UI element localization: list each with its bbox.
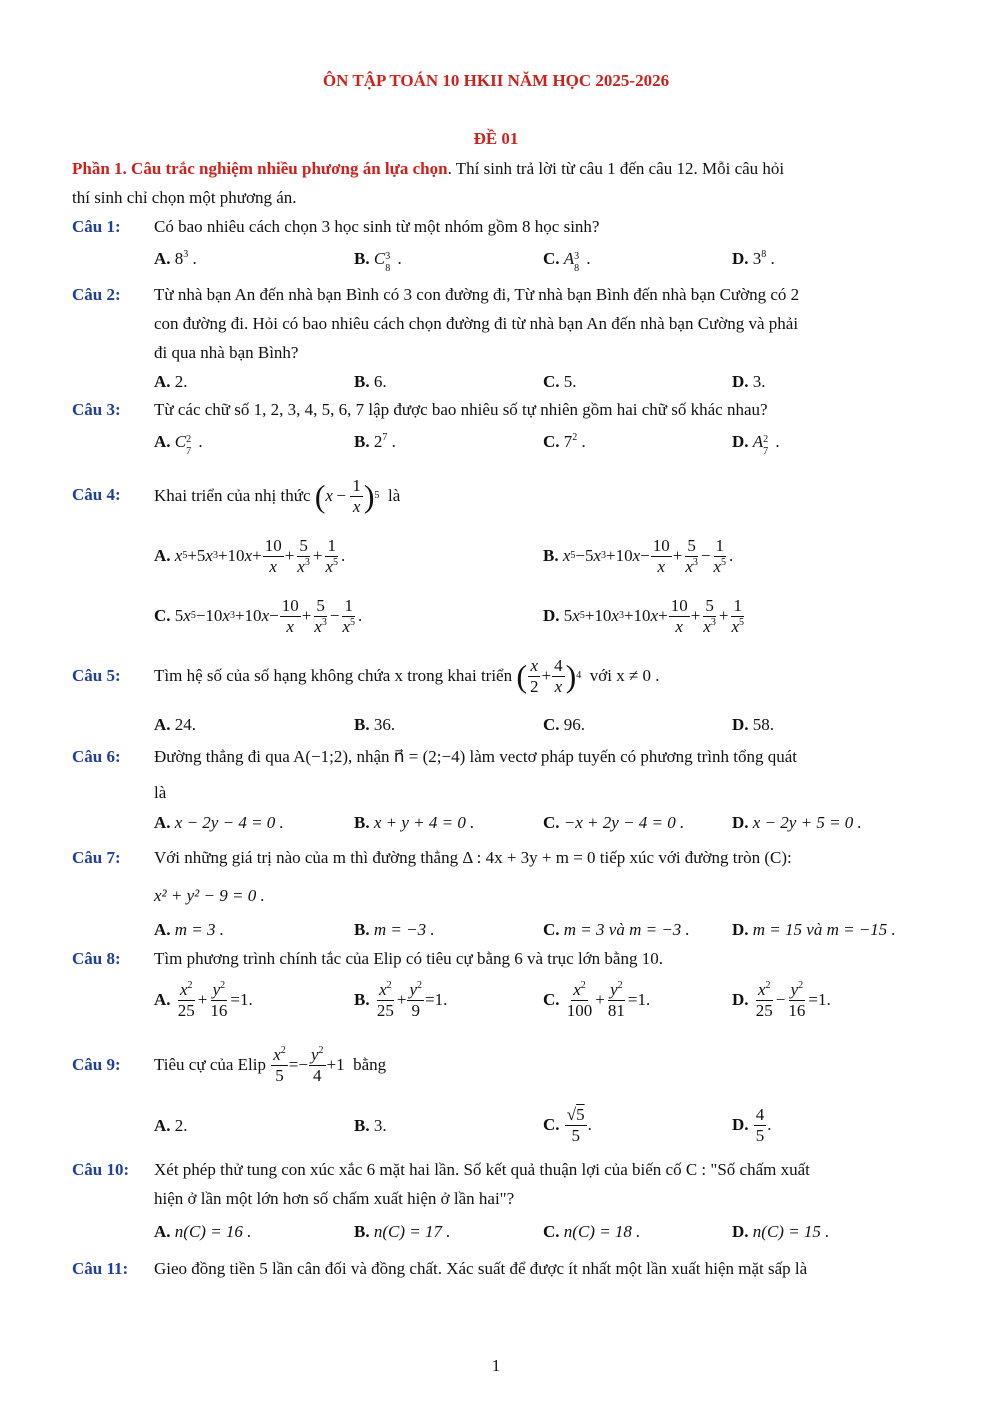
- q2-line1: Từ nhà bạn An đến nhà bạn Bình có 3 con đường đi, Từ nhà bạn Bình đến nhà bạn Cường có 2: [154, 285, 800, 304]
- q10-option-c: C. n(C) = 18 .: [543, 1222, 641, 1241]
- q7-text: Với những giá trị nào của m thì đường thẳng Δ : 4x + 3y + m = 0 tiếp xúc với đường tròn (C):: [154, 848, 792, 867]
- q6-line2: là: [154, 783, 167, 802]
- q1-option-d: D. $3^8$ .: [732, 249, 775, 268]
- q10-line1: Xét phép thử tung con xúc xắc 6 mặt hai lần. Số kết quả thuận lợi của biến cố C : "Số chấm xuất: [154, 1160, 810, 1179]
- q5-option-b: B. 36.: [354, 715, 396, 734]
- q7-option-d: D. m = 15 và m = −15 .: [732, 920, 896, 939]
- exam-code: ĐỀ 01: [473, 129, 519, 148]
- q3-text: Từ các chữ số 1, 2, 3, 4, 5, 6, 7 lập được bao nhiêu số tự nhiên gồm hai chữ số khác nhau?: [154, 400, 768, 419]
- q2-option-d: D. 3.: [732, 372, 766, 391]
- q3-label: Câu 3:: [72, 400, 121, 419]
- part1-label: Phần 1. Câu trắc nghiệm nhiều phương án lựa chọn: [72, 159, 448, 178]
- q9-option-a: A. 2.: [154, 1116, 188, 1135]
- q7-line2: x² + y² − 9 = 0 .: [154, 886, 265, 905]
- q2-option-b: B. 6.: [354, 372, 387, 391]
- q5-option-a: A. 24.: [154, 715, 197, 734]
- q4-option-a: A. x 5 +5 x 3 +10 x + $\frac{10}{x}$ + $\frac{5}{x^3}$ + $\frac{1}{x^5}$ .: [154, 535, 346, 576]
- page-number: 1: [491, 1356, 501, 1375]
- q8-option-c: C. $\frac{x^2}{100}$ + $\frac{y^2}{81}$ =1.: [543, 979, 651, 1020]
- q9-option-d: D. $\frac{4}{5}$ .: [732, 1104, 772, 1145]
- q8-option-a: A. $\frac{x^2}{25}$ + $\frac{y^2}{16}$ =1.: [154, 979, 253, 1020]
- q1-option-b: B. C 3 8 .: [354, 249, 402, 274]
- q8-option-d: D. $\frac{x^2}{25}$ − $\frac{y^2}{16}$ =1.: [732, 979, 831, 1020]
- q2-option-c: C. 5.: [543, 372, 577, 391]
- q8-option-b: B. $\frac{x^2}{25}$ + $\frac{y^2}{9}$ =1.: [354, 979, 448, 1020]
- q3-option-c: C. $7^2$ .: [543, 432, 586, 451]
- q4-text: Khai triển của nhị thức ( x − $\frac{1}{x}$ ) 5 là: [154, 475, 401, 516]
- q3-option-a: A. C 2 7 .: [154, 432, 203, 457]
- q6-label: Câu 6:: [72, 747, 121, 766]
- q6-text: Đường thẳng đi qua A(−1;2), nhận n⃗ = (2;−4) làm vectơ pháp tuyến có phương trình tổng quát: [154, 747, 797, 766]
- q6-option-c: C. −x + 2y − 4 = 0 .: [543, 813, 685, 832]
- q2-line3: đi qua nhà bạn Bình?: [154, 343, 299, 362]
- q7-option-b: B. m = −3 .: [354, 920, 435, 939]
- q10-label: Câu 10:: [72, 1160, 130, 1179]
- q4-option-d: D. 5 x 5 +10 x 3 +10 x + $\frac{10}{x}$ + $\frac{5}{x^3}$ + $\frac{1}{x^5}$: [543, 595, 744, 636]
- q6-option-a: A. x − 2y − 4 = 0 .: [154, 813, 284, 832]
- q2-label: Câu 2:: [72, 285, 121, 304]
- q11-label: Câu 11:: [72, 1259, 129, 1278]
- q6-option-d: D. x − 2y + 5 = 0 .: [732, 813, 862, 832]
- q1-option-c: C. A 3 8 .: [543, 249, 591, 274]
- q7-label: Câu 7:: [72, 848, 121, 867]
- q9-label: Câu 9:: [72, 1055, 121, 1074]
- q4-option-b: B. x 5 −5 x 3 +10 x − $\frac{10}{x}$ + $\frac{5}{x^3}$ − $\frac{1}{x^5}$ .: [543, 535, 734, 576]
- q2-option-a: A. 2.: [154, 372, 188, 391]
- q10-option-d: D. n(C) = 15 .: [732, 1222, 830, 1241]
- q5-option-d: D. 58.: [732, 715, 775, 734]
- part1-instruction-cont: thí sinh chỉ chọn một phương án.: [72, 188, 297, 207]
- q7-option-a: A. m = 3 .: [154, 920, 225, 939]
- q10-option-b: B. n(C) = 17 .: [354, 1222, 451, 1241]
- q3-option-b: B. $2^7$ .: [354, 432, 396, 451]
- q8-label: Câu 8:: [72, 949, 121, 968]
- part1-heading: [72, 159, 784, 179]
- q8-text: Tìm phương trình chính tắc của Elip có tiêu cự bằng 6 và trục lớn bằng 10.: [154, 949, 663, 968]
- q5-option-c: C. 96.: [543, 715, 586, 734]
- q3-option-d: D. A 2 7 .: [732, 432, 780, 457]
- q2-line2: con đường đi. Hỏi có bao nhiêu cách chọn đường đi từ nhà bạn An đến nhà bạn Cường và phải: [154, 314, 799, 333]
- q11-text: Gieo đồng tiền 5 lần cân đối và đồng chất. Xác suất để được ít nhất một lần xuất hiện mặt sấp là: [154, 1259, 808, 1278]
- q1-text: Có bao nhiêu cách chọn 3 học sinh từ một nhóm gồm 8 học sinh?: [154, 217, 600, 236]
- q9-option-c: C. $\frac{√5}{5}$ .: [543, 1104, 592, 1145]
- q9-text: Tiêu cự của Elip $\frac{x^2}{5}$ =− $\frac{y^2}{4}$ +1 bằng: [154, 1044, 387, 1085]
- part1-instruction: . Thí sinh trả lời từ câu 1 đến câu 12. Mỗi câu hỏi: [447, 159, 785, 178]
- q9-option-b: B. 3.: [354, 1116, 387, 1135]
- q1-option-a: A. $8^3$ .: [154, 249, 197, 268]
- q5-text: Tìm hệ số của số hạng không chứa x trong khai triển ( $\frac{x}{2}$ + $\frac{4}{x}$ ) 4 với x ≠ 0 .: [154, 655, 660, 696]
- q1-label: Câu 1:: [72, 217, 121, 236]
- q4-option-c: C. 5 x 5 −10 x 3 +10 x − $\frac{10}{x}$ + $\frac{5}{x^3}$ − $\frac{1}{x^5}$ .: [154, 595, 363, 636]
- q5-label: Câu 5:: [72, 666, 121, 685]
- q4-label: Câu 4:: [72, 485, 121, 504]
- q7-option-c: C. m = 3 và m = −3 .: [543, 920, 690, 939]
- document-title: ÔN TẬP TOÁN 10 HKII NĂM HỌC 2025-2026: [322, 71, 670, 90]
- q10-line2: hiện ở lần một lớn hơn số chấm xuất hiện ở lần hai"?: [154, 1189, 515, 1208]
- q6-option-b: B. x + y + 4 = 0 .: [354, 813, 475, 832]
- q10-option-a: A. n(C) = 16 .: [154, 1222, 252, 1241]
